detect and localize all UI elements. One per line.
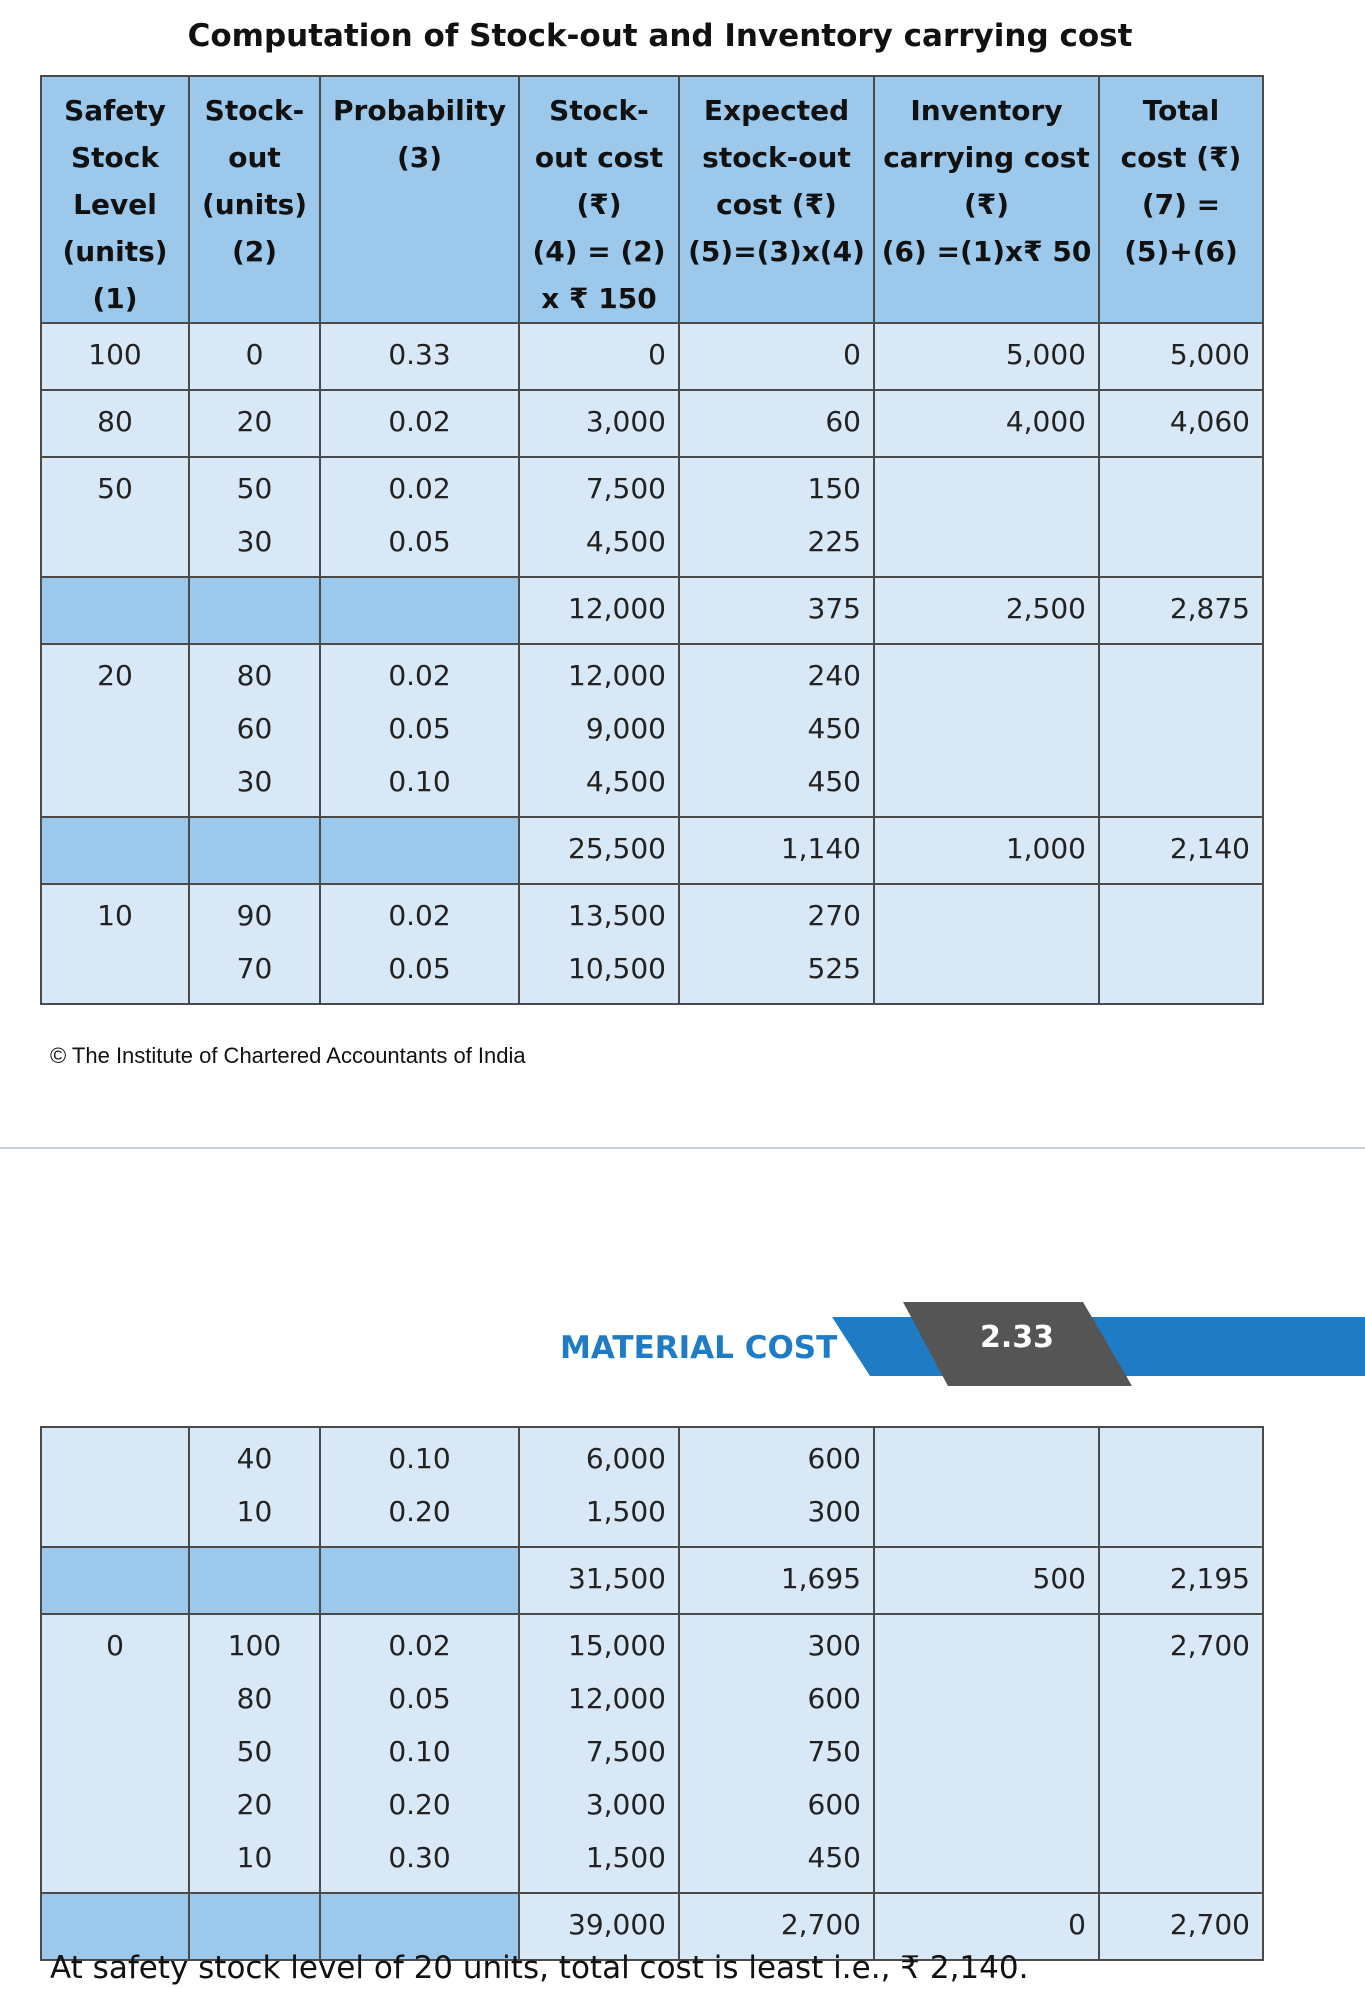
table-row	[41, 1427, 1263, 1547]
cell-col-7	[1099, 1614, 1263, 1893]
cell-value: 0.10	[388, 1442, 451, 1475]
cell-col-3	[320, 1547, 519, 1614]
header-line: (5)+(6)	[1124, 235, 1238, 268]
cell-value: 0	[106, 1629, 124, 1662]
cell-value: 0.05	[388, 952, 451, 985]
cell-col-6	[874, 1614, 1099, 1893]
header-line: Total	[1142, 94, 1220, 127]
cell-value: 750	[807, 1735, 861, 1768]
header-line: (1)	[92, 282, 138, 315]
cell-value: 60	[236, 712, 273, 745]
cell-value: 40	[236, 1442, 273, 1475]
cell-value: 0.05	[388, 1682, 451, 1715]
cell-col-4	[519, 1427, 679, 1547]
cell-value: 4,500	[585, 765, 666, 798]
cell-value: 50	[236, 1735, 273, 1768]
cell-value: 5,000	[1005, 338, 1086, 371]
cell-value: 2,700	[1169, 1908, 1250, 1941]
cell-col-7	[1099, 1893, 1263, 1960]
cell-value: 0	[245, 338, 264, 371]
cell-value: 50	[97, 472, 133, 505]
section-title: MATERIAL COST	[560, 1330, 838, 1366]
cell-value: 80	[236, 1682, 273, 1715]
cell-value: 300	[807, 1629, 861, 1662]
cell-value: 20	[236, 1788, 273, 1821]
cost-table-part-2	[40, 1426, 1264, 1961]
cell-value: 600	[807, 1682, 861, 1715]
cell-value: 80	[97, 405, 133, 438]
cell-value: 12,000	[568, 592, 666, 625]
cell-value: 240	[807, 659, 861, 692]
cell-value: 4,060	[1169, 405, 1250, 438]
table-row	[41, 1614, 1263, 1893]
header-line: Stock	[70, 141, 159, 174]
cell-col-4	[519, 1547, 679, 1614]
header-line: stock-out	[702, 141, 851, 174]
header-line: Stock-	[204, 94, 305, 127]
cell-value: 600	[807, 1442, 861, 1475]
cell-col-2	[189, 1614, 320, 1893]
cell-value: 0.02	[388, 659, 451, 692]
cell-value: 0.05	[388, 712, 451, 745]
header-line: carrying cost	[883, 141, 1090, 174]
cell-value: 0	[843, 338, 861, 371]
cell-col-5	[679, 1614, 874, 1893]
header-line: Inventory	[910, 94, 1063, 127]
cell-value: 100	[88, 338, 142, 371]
cell-value: 0.30	[388, 1841, 451, 1874]
header-line: (5)=(3)x(4)	[688, 235, 865, 268]
cell-value: 0.05	[388, 525, 451, 558]
cell-value: 90	[236, 899, 273, 932]
cell-value: 10	[236, 1841, 273, 1874]
cell-value: 100	[227, 1629, 282, 1662]
cell-col-2	[189, 1427, 320, 1547]
page-number: 2.33	[980, 1320, 1055, 1355]
header-line: cost (₹)	[716, 188, 837, 221]
conclusion-text: At safety stock level of 20 units, total cost is least i.e., ₹ 2,140.	[50, 1950, 1029, 1986]
header-line: Expected	[703, 94, 850, 127]
cell-value: 80	[236, 659, 273, 692]
cell-value: 450	[807, 1841, 861, 1874]
cell-col-7	[1099, 1547, 1263, 1614]
header-line: (units)	[201, 188, 308, 221]
cell-value: 375	[807, 592, 861, 625]
cell-col-5	[679, 1427, 874, 1547]
cell-value: 20	[97, 659, 133, 692]
header-line: Level	[73, 188, 157, 221]
cell-value: 0.10	[388, 1735, 451, 1768]
cell-value: 10,500	[568, 952, 666, 985]
cell-value: 0.02	[388, 1629, 451, 1662]
cell-value: 20	[236, 405, 273, 438]
header-line: Safety	[64, 94, 166, 127]
cell-col-5	[679, 1547, 874, 1614]
header-line: x ₹ 150	[541, 282, 657, 315]
cell-value: 7,500	[585, 472, 666, 505]
cell-value: 300	[807, 1495, 861, 1528]
header-line: (units)	[62, 235, 168, 268]
cell-col-1	[41, 1427, 189, 1547]
cell-value: 0.10	[388, 765, 451, 798]
header-line: out	[228, 141, 281, 174]
header-line: (4) = (2)	[532, 235, 666, 268]
header-line: (2)	[231, 235, 278, 268]
cell-col-6	[874, 1427, 1099, 1547]
cell-value: 2,500	[1005, 592, 1086, 625]
header-line: Stock-	[549, 94, 649, 127]
subtotal-row	[41, 1547, 1263, 1614]
cell-value: 6,000	[585, 1442, 666, 1475]
cell-value: 150	[807, 472, 861, 505]
cell-value: 0	[648, 338, 666, 371]
cell-value: 225	[807, 525, 861, 558]
cell-value: 0.02	[388, 899, 451, 932]
cell-col-4	[519, 1614, 679, 1893]
cell-value: 4,500	[585, 525, 666, 558]
cell-value: 50	[236, 472, 273, 505]
header-line: cost (₹)	[1120, 141, 1242, 174]
cell-value: 2,195	[1169, 1562, 1250, 1595]
cell-value: 270	[807, 899, 861, 932]
cell-col-1	[41, 1547, 189, 1614]
header-line: (₹)	[963, 188, 1010, 221]
copyright-notice: © The Institute of Chartered Accountants of India	[50, 1043, 526, 1068]
cell-value: 500	[1032, 1562, 1086, 1595]
table-title: Computation of Stock-out and Inventory carrying cost	[187, 18, 1133, 54]
cell-value: 31,500	[568, 1562, 666, 1595]
cell-value: 0.20	[388, 1788, 451, 1821]
cell-value: 2,700	[1169, 1629, 1250, 1662]
cell-value: 1,500	[585, 1495, 666, 1528]
cell-col-7	[1099, 1427, 1263, 1547]
cell-col-1	[41, 1614, 189, 1893]
cell-value: 4,000	[1005, 405, 1086, 438]
cell-value: 9,000	[585, 712, 666, 745]
header-line: out cost	[534, 141, 664, 174]
cell-value: 525	[807, 952, 861, 985]
cell-value: 1,500	[585, 1841, 666, 1874]
header-line: (3)	[396, 141, 443, 174]
cell-value: 60	[825, 405, 861, 438]
cell-value: 1,140	[780, 832, 861, 865]
cell-value: 0	[1068, 1908, 1086, 1941]
cell-value: 2,875	[1169, 592, 1250, 625]
cell-value: 30	[236, 765, 273, 798]
header-line: (6) =(1)x₹ 50	[881, 235, 1092, 268]
cell-value: 10	[97, 899, 133, 932]
header-line: (₹)	[576, 188, 622, 221]
header-line: Probability	[333, 94, 506, 127]
cell-value: 5,000	[1169, 338, 1250, 371]
cell-value: 12,000	[568, 1682, 666, 1715]
cell-value: 7,500	[585, 1735, 666, 1768]
cell-value: 15,000	[568, 1629, 666, 1662]
cell-value: 3,000	[585, 405, 666, 438]
cell-value: 30	[236, 525, 273, 558]
cell-value: 1,000	[1005, 832, 1086, 865]
cell-value: 0.02	[388, 405, 451, 438]
cell-value: 13,500	[568, 899, 666, 932]
cell-col-3	[320, 1427, 519, 1547]
cell-value: 0.02	[388, 472, 451, 505]
cell-value: 25,500	[568, 832, 666, 865]
header-line: (7) =	[1141, 188, 1221, 221]
cell-value: 0.20	[388, 1495, 451, 1528]
cell-value: 12,000	[568, 659, 666, 692]
cell-col-3	[320, 1614, 519, 1893]
cell-value: 1,695	[780, 1562, 861, 1595]
cell-value: 450	[807, 712, 861, 745]
cell-value: 0.33	[388, 338, 451, 371]
cell-value: 39,000	[568, 1908, 666, 1941]
cell-col-2	[189, 1547, 320, 1614]
cell-value: 600	[807, 1788, 861, 1821]
cell-value: 3,000	[585, 1788, 666, 1821]
cell-value: 70	[236, 952, 273, 985]
cell-value: 450	[807, 765, 861, 798]
cell-value: 10	[236, 1495, 273, 1528]
cell-value: 2,700	[780, 1908, 861, 1941]
cell-col-6	[874, 1547, 1099, 1614]
cell-value: 2,140	[1169, 832, 1250, 865]
